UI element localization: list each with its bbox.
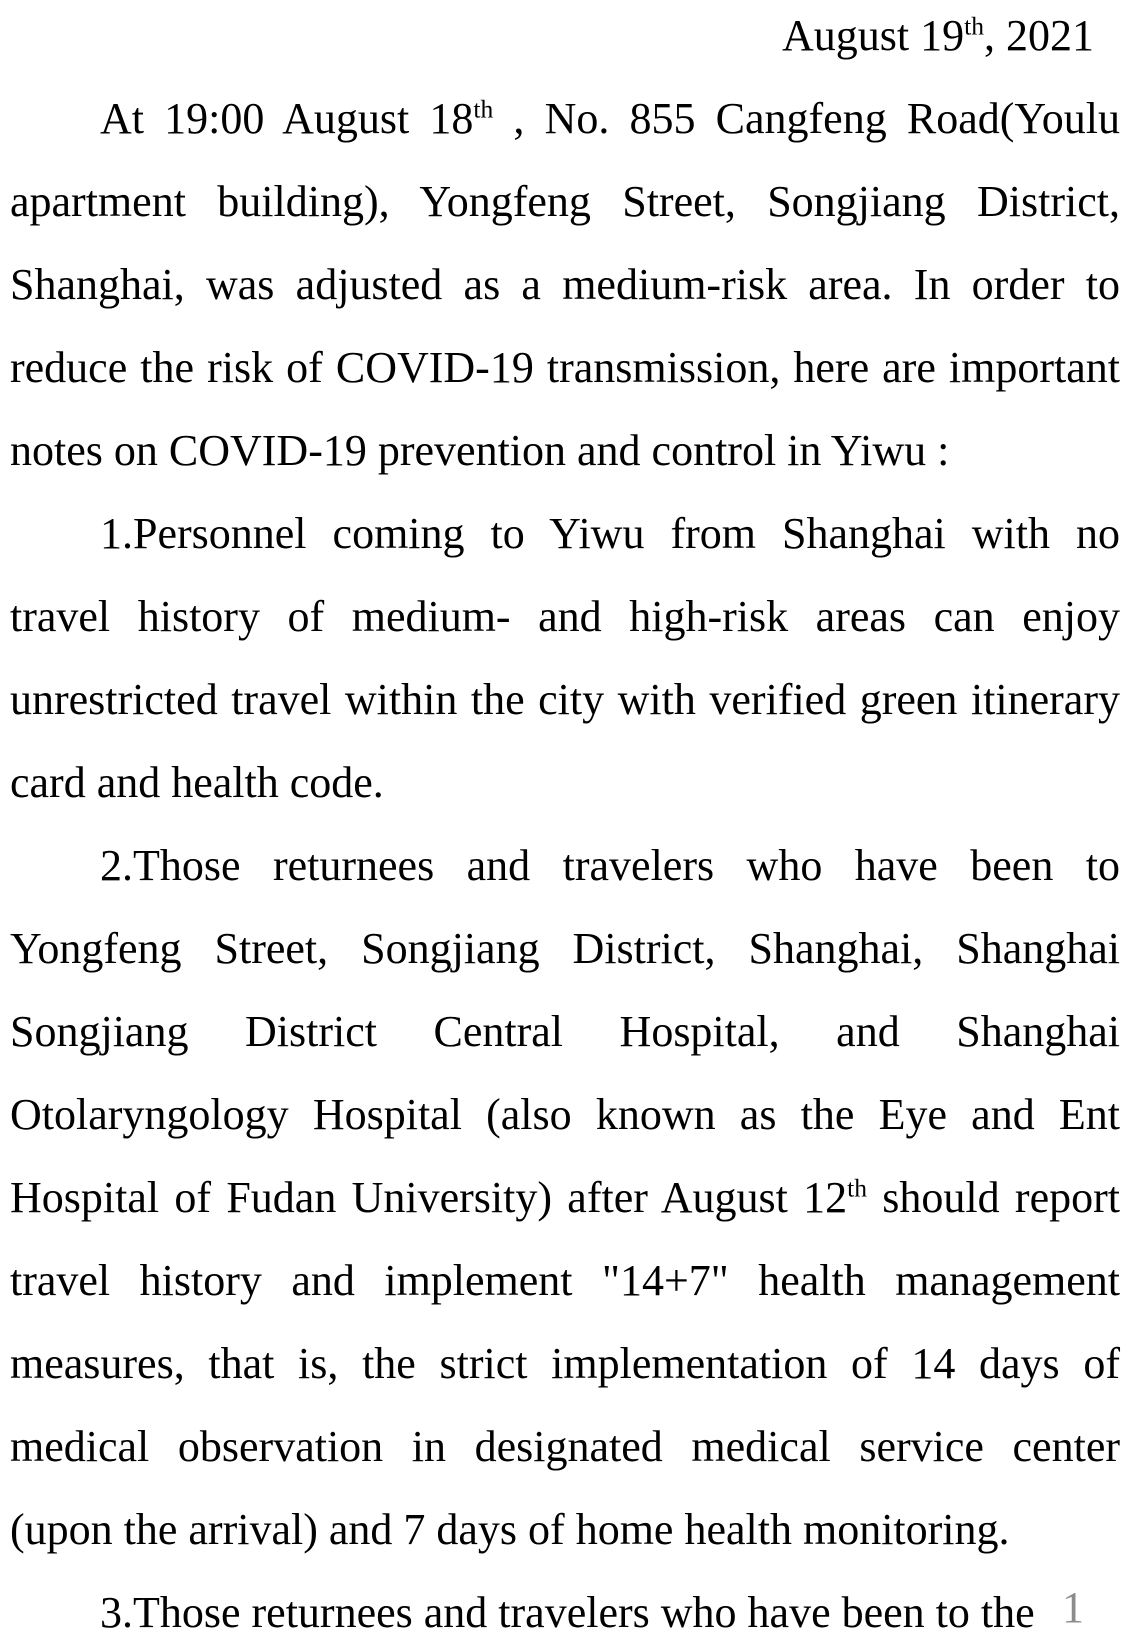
paragraph-item-1 [10,492,1120,824]
date-line [10,0,1120,77]
item-2-ordinal-suffix: th [847,1173,868,1203]
paragraph-intro-text-cont: , No. 855 Cangfeng Road(Youlu apartment building), Yongfeng Street, Songjiang District, Shanghai, was adjusted as a medium-risk area. In order to reduce the risk of COVID-19 transmission, here are important notes on COVID-19 prevention and control in Yiwu : [10,94,1120,475]
paragraph-item-1-text: 1.Personnel coming to Yiwu from Shanghai with no travel history of medium- and high-risk areas can enjoy unrestricted travel within the city with verified green itinerary card and health code. [10,509,1120,807]
paragraph-item-2-text: 2.Those returnees and travelers who have been to Yongfeng Street, Songjiang District, Shanghai, Shanghai Songjiang District Central Hospital, and Shanghai Otolaryngology Hospital (also known as the Eye and Ent Hospital of Fudan University) after August 12 [10,841,1120,1222]
paragraph-item-2 [10,824,1120,1571]
date-text: August 19 [782,11,965,60]
date-ordinal-suffix: th [964,11,984,41]
paragraph-item-2-text-cont: should report travel history and implement "14+7" health management measures, that is, the strict implementation of 14 days of medical observation in designated medical service center (upon the arrival) and 7 days of home health monitoring. [10,1173,1120,1554]
intro-ordinal-suffix: th [473,94,494,124]
paragraph-intro-text: At 19:00 August 18 [100,94,474,143]
paragraph-item-3-text: 3.Those returnees and travelers who have been to the [100,1588,1035,1637]
date-year: , 2021 [984,11,1094,60]
paragraph-item-3 [10,1571,1120,1639]
paragraph-intro [10,77,1120,492]
page-number: 1 [1062,1583,1084,1632]
